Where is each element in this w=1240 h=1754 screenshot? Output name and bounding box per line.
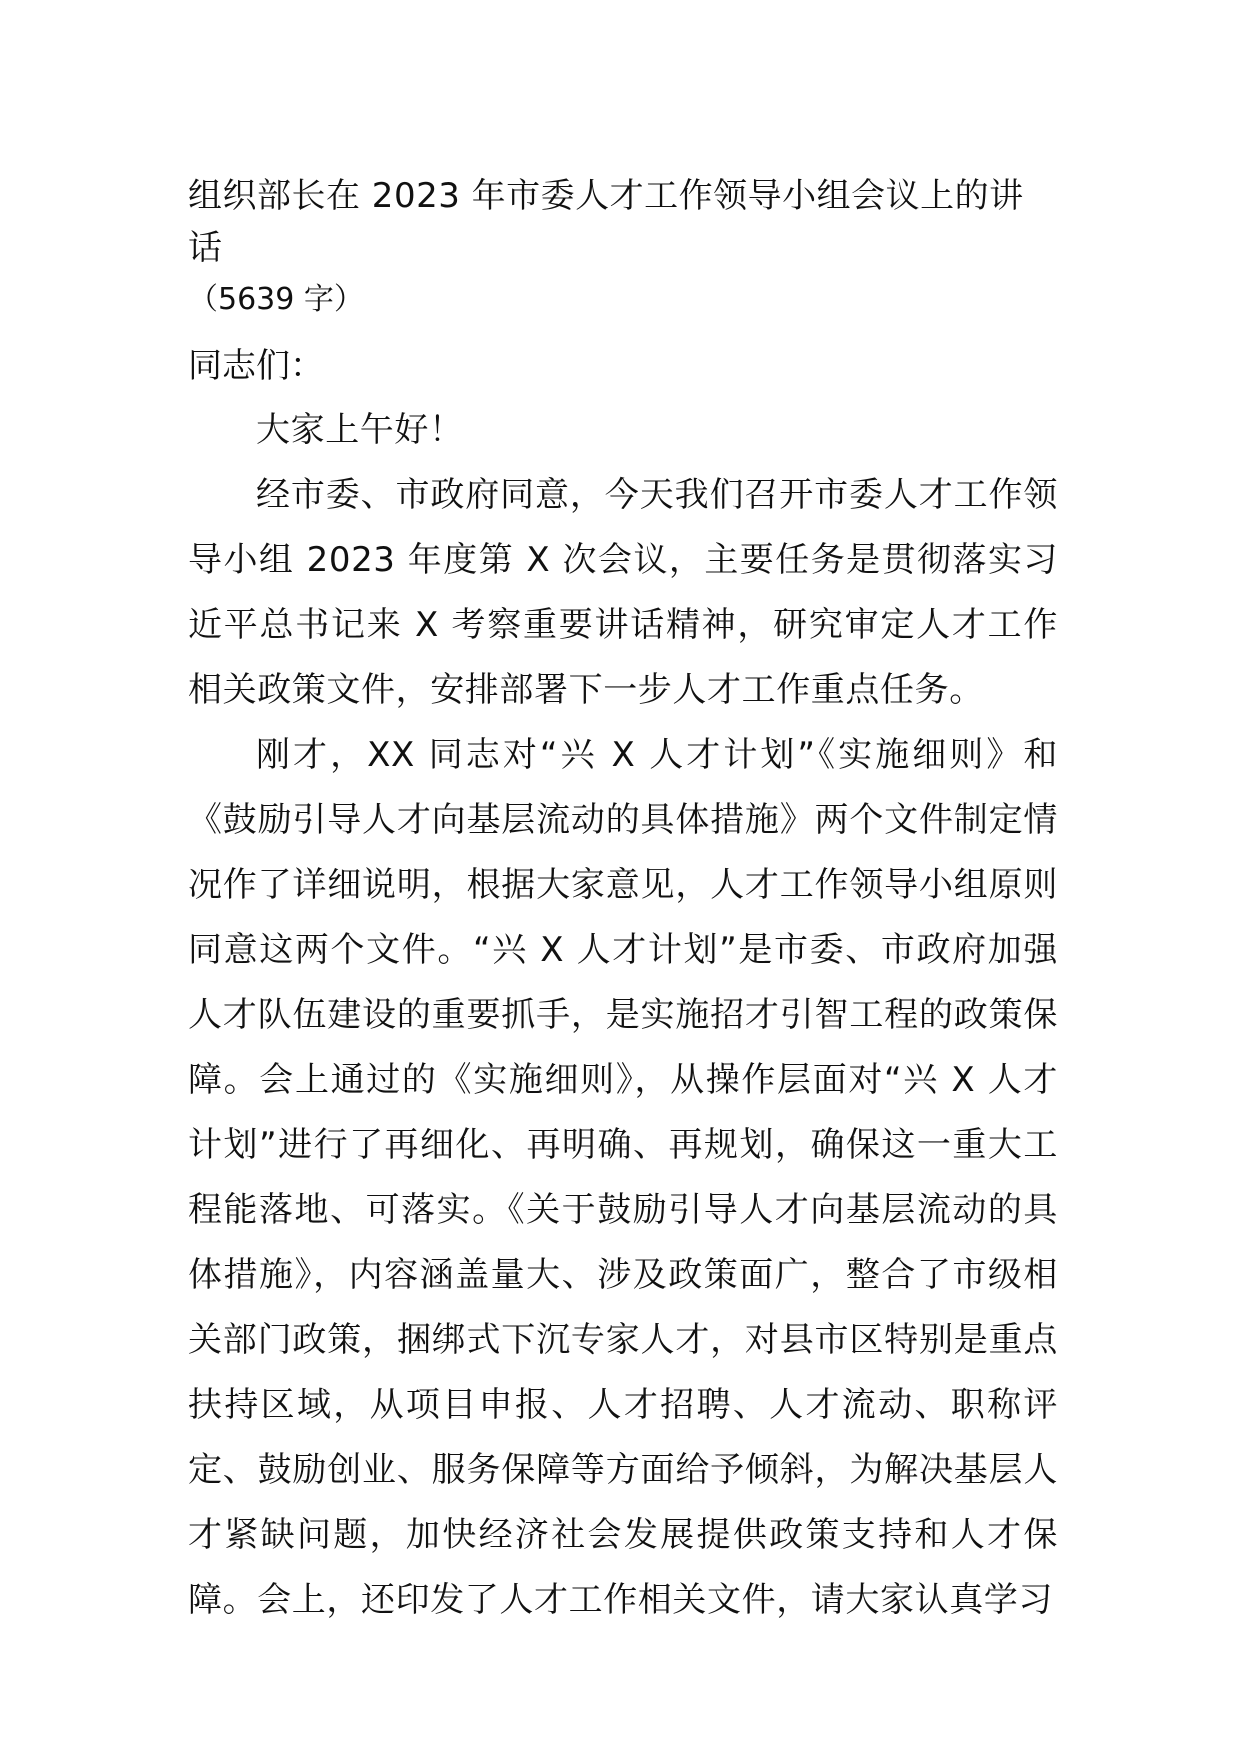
document-title: 组织部长在 2023 年市委人才工作领导小组会议上的讲话 bbox=[188, 176, 1024, 268]
word-count: （5639 字） bbox=[188, 282, 364, 317]
paragraph-greeting: 大家上午好！ bbox=[256, 410, 464, 450]
paragraph-meeting-purpose: 经市委、市政府同意，今天我们召开市委人才工作领导小组 2023 年度第 X 次会议，主要任务是贯彻落实习近平总书记来 X 考察重要讲话精神，研究审定人才工作相关政策文件，安排部署下一步人才工作重点任务。 bbox=[188, 475, 1058, 710]
paragraph-documents-review: 刚才，XX 同志对“兴 X 人才计划”《实施细则》和《鼓励引导人才向基层流动的具体措施》两个文件制定情况作了详细说明，根据大家意见，人才工作领导小组原则同意这两个文件。“兴 X 人才计划”是市委、市政府加强人才队伍建设的重要抓手，是实施招才引智工程的政策保障。会上通过的《实施细则》，从操作层面对“兴 X 人才计划”进行了再细化、再明确、再规划，确保这一重大工程能落地、可落实。《关于鼓励引导人才向基层流动的具体措施》，内容涵盖量大、涉及政策面广，整合了市级相关部门政策，捆绑式下沉专家人才，对县市区特别是重点扶持区域，从项目申报、人才招聘、人才流动、职称评定、鼓励创业、服务保障等方面给予倾斜，为解决基层人才紧缺问题，加快经济社会发展提供政策支持和人才保障。会上，还印发了人才工作相关文件，请大家认真学习 bbox=[188, 735, 1058, 1620]
salutation: 同志们： bbox=[188, 346, 324, 386]
document-page bbox=[188, 170, 1058, 1633]
